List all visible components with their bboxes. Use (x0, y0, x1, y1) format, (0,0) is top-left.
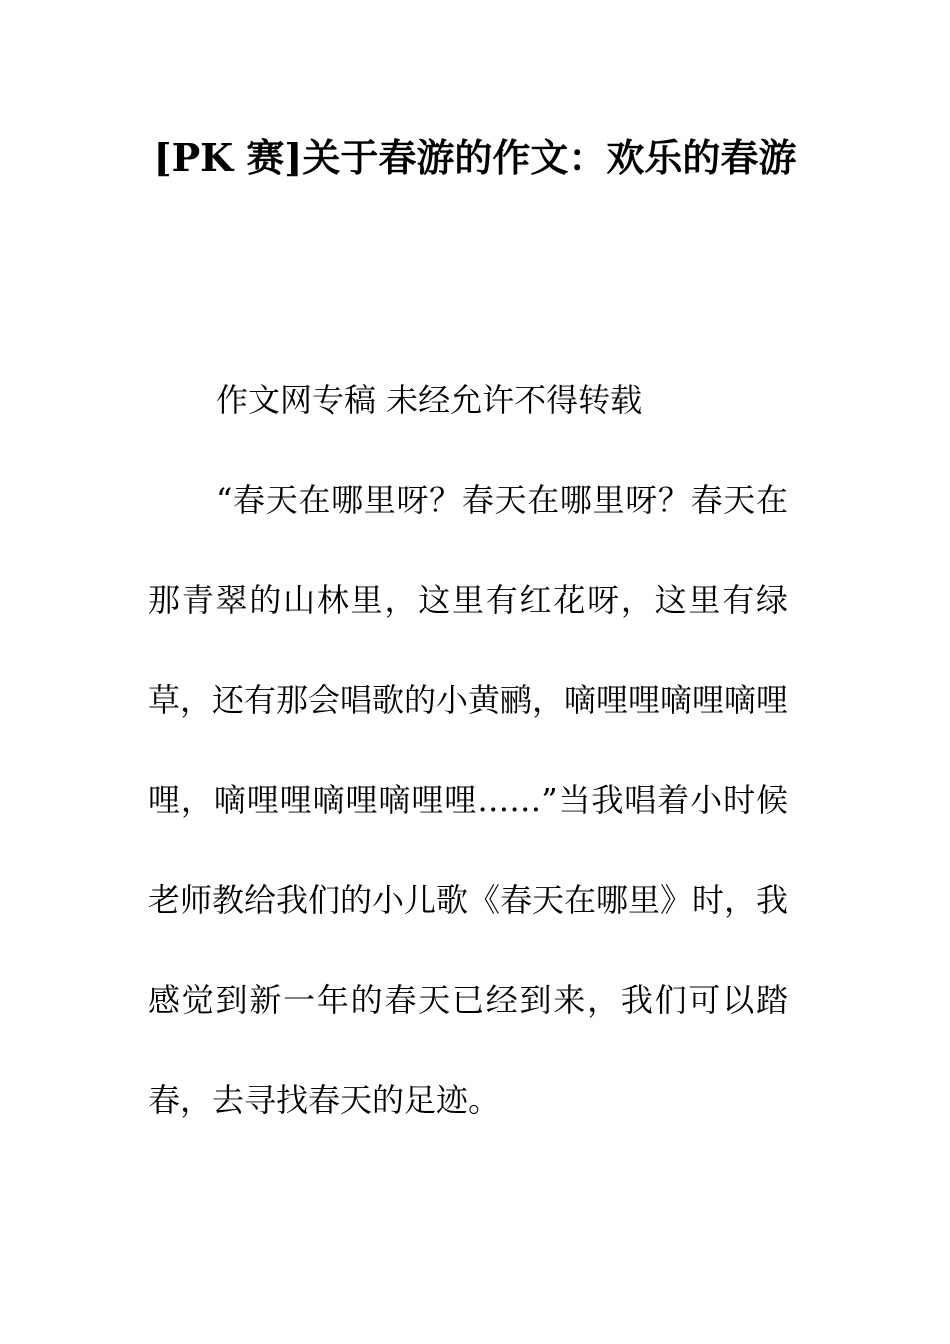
paragraph: “春天在哪里呀？春天在哪里呀？春天在那青翠的山林里，这里有红花呀，这里有绿草，还有那会唱歌的小黄鹂，嘀哩哩嘀哩嘀哩哩，嘀哩哩嘀哩嘀哩哩……”当我唱着小时候老师教给我们的小儿歌《春天在哪里》时，我感觉到新一年的春天已经到来，我们可以踏春，去寻找春天的足迹。 (148, 481, 789, 1119)
byline: 作文网专稿 未经允许不得转载 (216, 381, 643, 419)
document-title: [PK 赛]关于春游的作文：欢乐的春游 (153, 135, 797, 180)
